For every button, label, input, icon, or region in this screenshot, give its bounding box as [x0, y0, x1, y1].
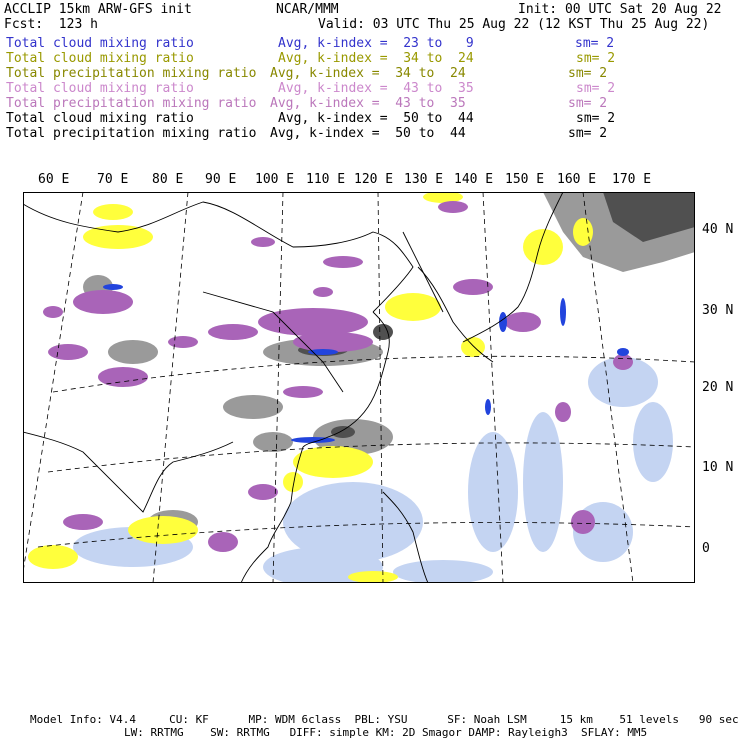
lon-label: 140 E — [454, 172, 494, 187]
legend-field-name: Total cloud mixing ratio — [6, 111, 194, 126]
lon-label: 120 E — [354, 172, 394, 187]
lon-label: 170 E — [612, 172, 652, 187]
lat-label: 10 N — [702, 460, 734, 475]
lat-label: 20 N — [702, 380, 734, 395]
legend-row — [0, 66, 740, 81]
legend-field-sm: sm= 2 — [576, 111, 616, 126]
legend-row — [0, 111, 740, 126]
legend-field-sm: sm= 2 — [568, 96, 608, 111]
legend-field-name: Total cloud mixing ratio — [6, 81, 194, 96]
lat-label: 0 — [702, 541, 710, 556]
lon-label: 80 E — [152, 172, 184, 187]
legend-field-sm: sm= 2 — [576, 81, 616, 96]
legend-field-sm: sm= 2 — [576, 51, 616, 66]
legend-row — [0, 51, 740, 66]
legend-field-avg: Avg, k-index = 34 to 24 — [270, 66, 466, 81]
legend-field-avg: Avg, k-index = 23 to 9 — [278, 36, 474, 51]
footer-model-info: Model Info: V4.4 CU: KF MP: WDM 6class PBL: YSU SF: Noah LSM 15 km 51 levels 90 sec — [30, 713, 739, 726]
lon-label: 130 E — [404, 172, 444, 187]
legend-field-name: Total cloud mixing ratio — [6, 36, 194, 51]
init-time: Init: 00 UTC Sat 20 Aug 22 — [518, 2, 722, 17]
forecast-map — [23, 192, 695, 583]
legend-field-avg: Avg, k-index = 43 to 35 — [278, 81, 474, 96]
legend-field-name: Total precipitation mixing ratio — [6, 66, 257, 81]
lon-label: 100 E — [255, 172, 295, 187]
lon-label: 90 E — [205, 172, 237, 187]
legend-field-name: Total cloud mixing ratio — [6, 51, 194, 66]
lon-label: 60 E — [38, 172, 70, 187]
plot-title: ACCLIP 15km ARW-GFS init — [4, 2, 192, 17]
valid-time: Valid: 03 UTC Thu 25 Aug 22 (12 KST Thu 25 Aug 22) — [318, 17, 710, 32]
legend-field-avg: Avg, k-index = 43 to 35 — [270, 96, 466, 111]
organization-label: NCAR/MMM — [276, 2, 339, 17]
legend-row — [0, 81, 740, 96]
lon-label: 110 E — [306, 172, 346, 187]
legend-field-sm: sm= 2 — [568, 126, 608, 141]
lat-label: 40 N — [702, 222, 734, 237]
legend-field-name: Total precipitation mixing ratio — [6, 126, 257, 141]
legend-row — [0, 36, 740, 51]
lon-label: 150 E — [505, 172, 545, 187]
legend-field-name: Total precipitation mixing ratio — [6, 96, 257, 111]
legend-row — [0, 96, 740, 111]
legend-field-avg: Avg, k-index = 50 to 44 — [270, 126, 466, 141]
legend-row — [0, 126, 740, 141]
legend-field-avg: Avg, k-index = 50 to 44 — [278, 111, 474, 126]
field-legend — [0, 36, 740, 141]
lat-label: 30 N — [702, 303, 734, 318]
legend-field-sm: sm= 2 — [575, 36, 615, 51]
lon-label: 70 E — [97, 172, 129, 187]
legend-field-avg: Avg, k-index = 34 to 24 — [278, 51, 474, 66]
forecast-hour: Fcst: 123 h — [4, 17, 98, 32]
lon-label: 160 E — [557, 172, 597, 187]
legend-field-sm: sm= 2 — [568, 66, 608, 81]
footer-physics-info: LW: RRTMG SW: RRTMG DIFF: simple KM: 2D Smagor DAMP: Rayleigh3 SFLAY: MM5 — [124, 726, 648, 739]
